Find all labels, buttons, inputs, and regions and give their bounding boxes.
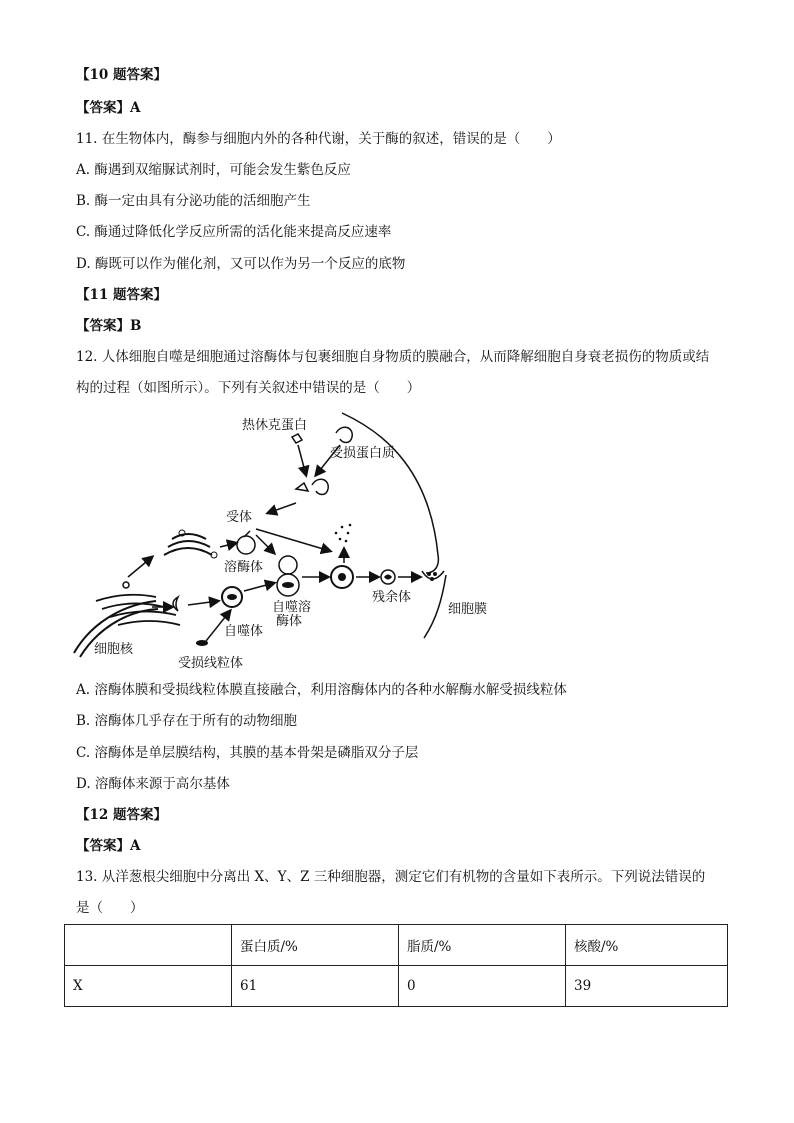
label-autophagosome: 自噬体 [224, 624, 264, 639]
q11-option-d: D. 酶既可以作为催化剂，又可以作为另一个反应的底物 [76, 256, 406, 272]
damaged-mitochondrion-icon [196, 640, 208, 646]
table-cell: X [65, 966, 232, 1007]
table-header-cell: 核酸/% [566, 925, 728, 966]
cell-membrane-lower [424, 575, 446, 638]
q12-stem-line2: 构的过程（如图所示）。下列有关叙述中错误的是（ ） [76, 380, 421, 396]
table-header-cell: 脂质/% [399, 925, 566, 966]
label-autolysosome-2: 酶体 [276, 614, 303, 629]
table-header-row [65, 925, 728, 966]
label-nucleus: 细胞核 [94, 642, 134, 657]
q13-stem-line2: 是（ ） [76, 900, 144, 916]
q13-stem-line1: 13. 从洋葱根尖细胞中分离出 X、Y、Z 三种细胞器，测定它们有机物的含量如下表所示。下列说法错误的 [76, 869, 706, 885]
label-receptor: 受体 [226, 510, 253, 525]
q11-option-b: B. 酶一定由具有分泌功能的活细胞产生 [76, 193, 311, 209]
q10-answer-header: 【10 题答案】 [76, 67, 167, 83]
q12-option-a: A. 溶酶体膜和受损线粒体膜直接融合，利用溶酶体内的各种水解酶水解受损线粒体 [76, 682, 567, 698]
table-cell: 0 [399, 966, 566, 1007]
autophagy-diagram [60, 405, 520, 675]
table-header-cell: 蛋白质/% [232, 925, 399, 966]
table-cell: 61 [232, 966, 399, 1007]
q11-option-a: A. 酶遇到双缩脲试剂时，可能会发生紫色反应 [76, 162, 351, 178]
organelle-content-table [64, 924, 728, 1007]
golgi-apparatus [164, 534, 212, 555]
er-membrane [96, 595, 180, 625]
label-lysosome: 溶酶体 [224, 560, 264, 575]
q12-option-d: D. 溶酶体来源于高尔基体 [76, 776, 230, 792]
label-autolysosome-1: 自噬溶 [272, 600, 312, 615]
lysosome-icon [237, 536, 255, 554]
cell-membrane-curve [342, 413, 438, 573]
q11-answer: 【答案】B [76, 318, 142, 334]
table-header-cell [65, 925, 232, 966]
damaged-protein-icon [336, 427, 352, 442]
heat-shock-protein-icon [292, 434, 302, 443]
label-residual-body: 残余体 [372, 590, 412, 605]
q11-option-c: C. 酶通过降低化学反应所需的活化能来提高反应速率 [76, 224, 392, 240]
table-row [65, 966, 728, 1007]
label-damaged-protein: 受损蛋白质 [330, 446, 396, 461]
q12-answer-header: 【12 题答案】 [76, 807, 167, 823]
label-damaged-mitochondrion: 受损线粒体 [178, 656, 244, 671]
q12-answer: 【答案】A [76, 838, 141, 854]
table-cell: 39 [566, 966, 728, 1007]
label-cell-membrane: 细胞膜 [448, 602, 488, 617]
label-heat-shock-protein: 热休克蛋白 [242, 418, 308, 433]
q12-option-b: B. 溶酶体几乎存在于所有的动物细胞 [76, 713, 298, 729]
q12-option-c: C. 溶酶体是单层膜结构，其膜的基本骨架是磷脂双分子层 [76, 745, 419, 761]
q12-stem-line1: 12. 人体细胞自噬是细胞通过溶酶体与包裹细胞自身物质的膜融合，从而降解细胞自身衰老损伤的物质或结 [76, 349, 710, 365]
q11-answer-header: 【11 题答案】 [76, 287, 167, 303]
q10-answer: 【答案】A [76, 100, 141, 116]
complex-icon [296, 479, 328, 494]
q11-stem: 11. 在生物体内，酶参与细胞内外的各种代谢，关于酶的叙述，错误的是（ ） [76, 131, 561, 147]
